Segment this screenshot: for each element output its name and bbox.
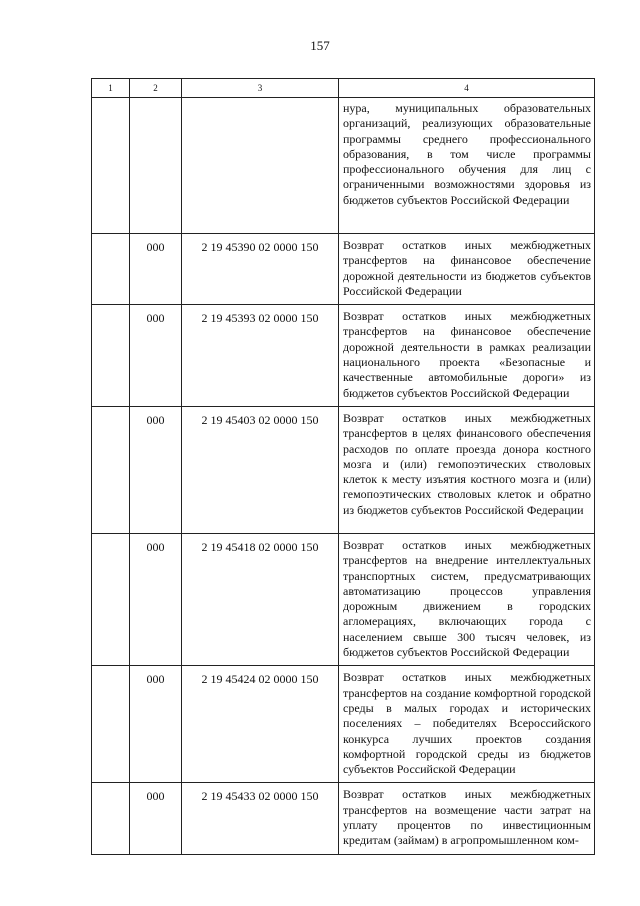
description-cell: Возврат остатков иных межбюджетных трансфертов в целях финансового обеспечения расходов по оплате проезда донора костного мозга и (или) гемопоэтических стволовых клеток к месту изъятия костного мозга и (или) гемопоэтических стволовых клеток и обратно из бюджетов субъектов Российской Федерации: [339, 406, 595, 533]
budget-classification-table: [91, 78, 595, 855]
table-row: [92, 533, 595, 665]
admin-code-cell: 000: [130, 305, 182, 407]
description-cell: Возврат остатков иных межбюджетных трансфертов на возмещение части затрат на уплату процентов по инвестиционным кредитам (займам) в агропромышленном ком-: [339, 783, 595, 855]
admin-code-cell: 000: [130, 666, 182, 783]
admin-code-cell: 000: [130, 533, 182, 665]
budget-code-cell: 2 19 45433 02 0000 150: [182, 783, 339, 855]
budget-code-cell: [182, 98, 339, 234]
column-header-2: 2: [130, 79, 182, 98]
budget-code-cell: 2 19 45403 02 0000 150: [182, 406, 339, 533]
admin-code-cell: [130, 98, 182, 234]
column-header-1: 1: [92, 79, 130, 98]
table-cell-blank: [92, 533, 130, 665]
description-cell: нура, муниципальных образовательных организаций, реализующих образовательные программы среднего профессионального образования, в том числе программы профессионального обучения для лиц с ограниченными возможностями здоровья из бюджетов субъектов Российской Федерации: [339, 98, 595, 234]
budget-code-cell: 2 19 45393 02 0000 150: [182, 305, 339, 407]
table-header-row: [92, 79, 595, 98]
table-cell-blank: [92, 406, 130, 533]
admin-code-cell: 000: [130, 783, 182, 855]
table-cell-blank: [92, 666, 130, 783]
admin-code-cell: 000: [130, 406, 182, 533]
table-cell-blank: [92, 234, 130, 305]
admin-code-cell: 000: [130, 234, 182, 305]
description-cell: Возврат остатков иных межбюджетных трансфертов на финансовое обеспечение дорожной деятельности в рамках реализации национального проекта «Безопасные и качественные автомобильные дороги» из бюджетов субъектов Российской Федерации: [339, 305, 595, 407]
column-header-3: 3: [182, 79, 339, 98]
page-number: 157: [310, 38, 330, 53]
table-cell-blank: [92, 305, 130, 407]
budget-code-cell: 2 19 45424 02 0000 150: [182, 666, 339, 783]
column-header-4: 4: [339, 79, 595, 98]
table-cell-blank: [92, 98, 130, 234]
budget-code-cell: 2 19 45390 02 0000 150: [182, 234, 339, 305]
table-cell-blank: [92, 783, 130, 855]
table-row: [92, 783, 595, 855]
description-cell: Возврат остатков иных межбюджетных трансфертов на создание комфортной городской среды в малых городах и исторических поселениях – победителях Всероссийского конкурса лучших проектов создания комфортной городской среды из бюджетов субъектов Российской Федерации: [339, 666, 595, 783]
table-row: [92, 234, 595, 305]
description-cell: Возврат остатков иных межбюджетных трансфертов на финансовое обеспечение дорожной деятельности из бюджетов субъектов Российской Федерации: [339, 234, 595, 305]
description-cell: Возврат остатков иных межбюджетных трансфертов на внедрение интеллектуальных транспортных систем, предусматривающих автоматизацию процессов управления дорожным движением в городских агломерациях, включающих города с населением свыше 300 тысяч человек, из бюджетов субъектов Российской Федерации: [339, 533, 595, 665]
table-row: [92, 666, 595, 783]
budget-code-cell: 2 19 45418 02 0000 150: [182, 533, 339, 665]
table-row: [92, 305, 595, 407]
table-row: [92, 406, 595, 533]
table-row: [92, 98, 595, 234]
